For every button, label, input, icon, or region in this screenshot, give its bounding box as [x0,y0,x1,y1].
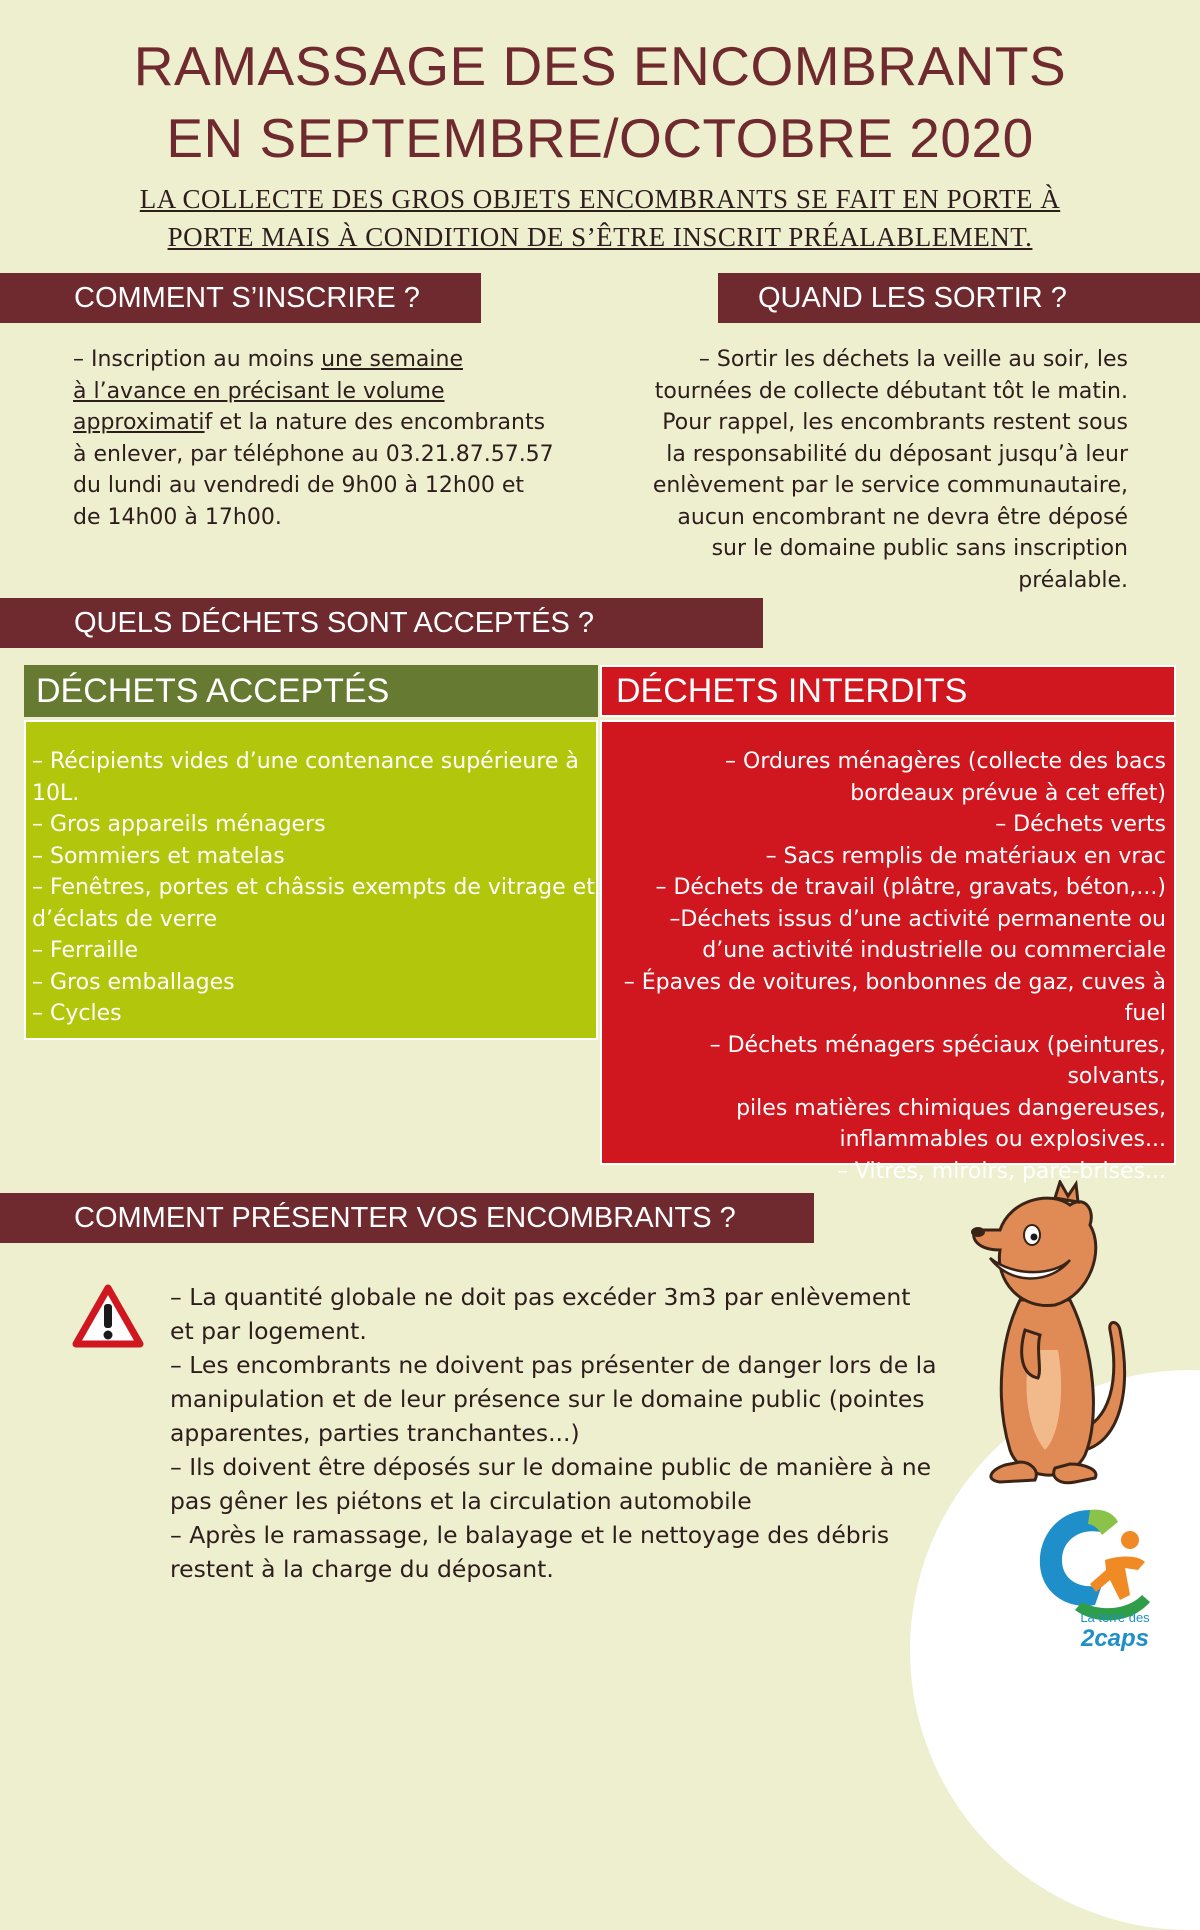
list-item: – Déchets ménagers spéciaux (peintures, solvants, [709,1032,1166,1089]
list-item: – Ferraille [32,938,139,963]
list-item: – Gros emballages [32,969,235,995]
list-item: – Déchets verts [995,812,1166,837]
list-item: – Gros appareils ménagers [32,812,326,837]
list-item: – Fenêtres, portes et châssis exempts de vitrage et [32,875,595,900]
forbidden-list [600,720,1176,1184]
list-item: fuel [1124,1001,1166,1026]
accepted-heading: DÉCHETS ACCEPTÉS [24,665,598,717]
list-item: – Ordures ménagères (collecte des bacs [725,749,1166,774]
list-item: bordeaux prévue à cet effet) [850,780,1166,806]
section-heading-presenter: COMMENT PRÉSENTER VOS ENCOMBRANTS ? [0,1193,814,1243]
section-heading-inscrire: COMMENT S’INSCRIRE ? [0,273,481,323]
list-item: 10L. [32,780,80,806]
list-item: – Sommiers et matelas [32,843,285,869]
list-item: piles matières chimiques dangereuses, [736,1095,1166,1121]
list-item: inflammables ou explosives... [839,1127,1166,1152]
list-item: d’éclats de verre [32,906,218,932]
list-item: – Vitres, miroirs, pare-brises... [836,1158,1166,1184]
list-item: – Sacs remplis de matériaux en vrac [765,843,1166,869]
logo-text: La terre des 2caps [1080,1610,1150,1652]
presenter-text: – La quantité globale ne doit pas excéder 3m3 par enlèvement et par logement. – Les encombrants ne doivent pas présenter de danger lors de la manipulation et de leur présence sur le domaine public (pointes apparentes, parties tranchantes...) – Ils doivent être déposés sur le domaine public de manière à ne pas gêner les piétons et la circulation automobile – Après le ramassage, le balayage et le nettoyage des débris restent à la charge du déposant. [170,1283,937,1583]
sortir-text: – Sortir les déchets la veille au soir, les tournées de collecte débutant tôt le matin. Pour rappel, les encombrants restent sous la responsabilité du déposant jusqu’à leur enlèvement par le service communautaire, aucun encombrant ne devra être déposé sur le domaine public sans inscription préalable. [652,347,1128,593]
page-subtitle: LA COLLECTE DES GROS OBJETS ENCOMBRANTS SE FAIT EN PORTE À PORTE MAIS À CONDITION DE S’ÊTRE INSCRIT PRÉALABLEMENT. [139,184,1061,252]
page-title: RAMASSAGE DES ENCOMBRANTS EN SEPTEMBRE/OCTOBRE 2020 [133,35,1067,169]
list-item: – Déchets de travail (plâtre, gravats, béton,...) [655,875,1166,900]
list-item: – Cycles [32,1001,122,1026]
list-item: d’une activité industrielle ou commerciale [702,938,1166,963]
section-heading-quels: QUELS DÉCHETS SONT ACCEPTÉS ? [0,598,763,648]
inscrire-text: – Inscription au moins une semaine à l’avance en précisant le volume approximatif et la nature des encombrants à enlever, par téléphone au 03.21.87.57.57 du lundi au vendredi de 9h00 à 12h00 et de 14h00 à 17h00. [73,347,554,530]
section-heading-sortir: QUAND LES SORTIR ? [718,273,1200,323]
accepted-list [24,720,598,1040]
list-item: –Déchets issus d’une activité permanente ou [669,906,1166,932]
mascot-illustration [960,1180,1160,1510]
warning-icon [72,1284,144,1348]
list-item: – Récipients vides d’une contenance supérieure à [32,749,579,774]
forbidden-heading: DÉCHETS INTERDITS [600,665,1176,717]
list-item: – Épaves de voitures, bonbonnes de gaz, cuves à [623,969,1166,995]
